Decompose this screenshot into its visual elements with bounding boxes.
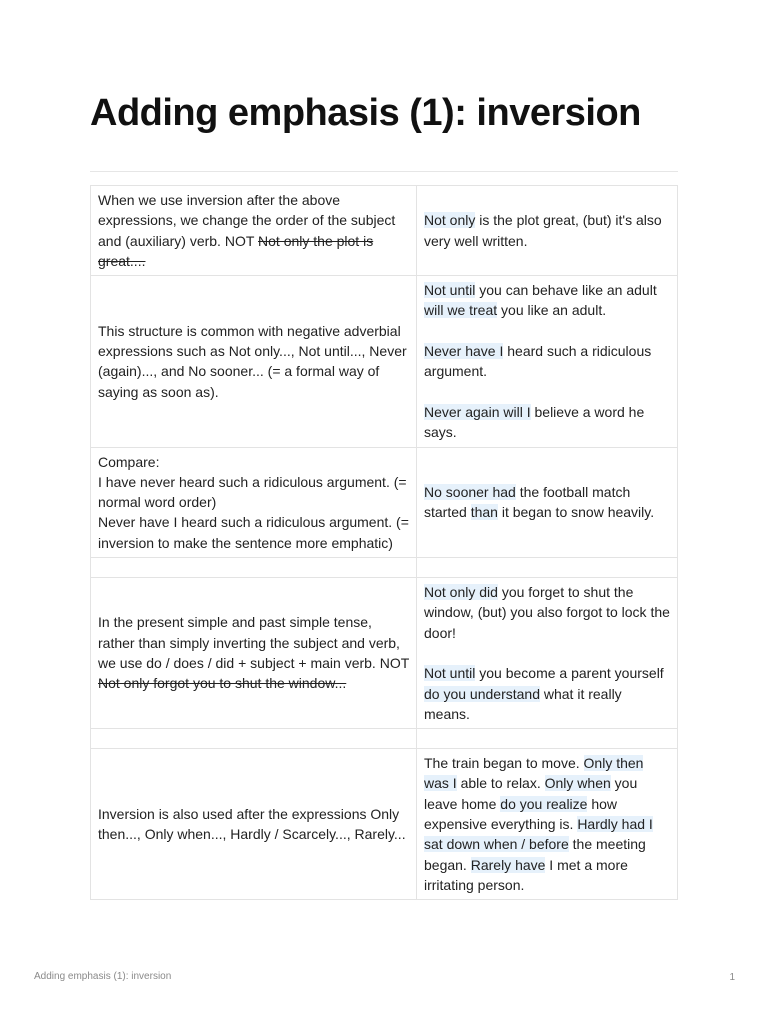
highlighted-text: Rarely have — [470, 856, 546, 873]
highlighted-text: Only when — [544, 775, 611, 792]
example-paragraph — [424, 210, 670, 251]
text-segment: I met a more irritating person. — [424, 856, 628, 893]
example-cell — [417, 447, 678, 557]
text-segment: you forget to shut the window, (but) you also forgot to lock the door! — [424, 584, 670, 641]
strikethrough-text: Not only the plot is great.... — [98, 232, 374, 269]
table-row — [91, 186, 678, 276]
explanation-cell — [91, 729, 417, 749]
text-segment: it began to snow heavily. — [497, 504, 655, 521]
example-cell — [417, 186, 678, 276]
page-number: 1 — [729, 972, 735, 983]
explanation-cell — [91, 558, 417, 578]
text-segment: you become a parent yourself — [475, 665, 664, 682]
explanation-cell — [91, 186, 417, 276]
highlighted-text: Not until — [424, 665, 476, 682]
example-paragraph — [424, 482, 670, 523]
highlighted-text: Never again will I — [424, 403, 531, 420]
grammar-table — [90, 185, 678, 900]
footer-title: Adding emphasis (1): inversion — [34, 971, 172, 982]
table-row — [91, 447, 678, 557]
example-paragraph — [424, 582, 670, 643]
highlighted-text: do you understand — [424, 685, 540, 702]
example-cell — [417, 276, 678, 447]
example-cell — [417, 578, 678, 729]
paragraph-gap — [424, 321, 670, 341]
example-cell — [417, 558, 678, 578]
highlighted-text: do you realize — [500, 795, 588, 812]
example-paragraph — [424, 341, 670, 382]
text-segment: In the present simple and past simple tense, rather than simply inverting the subject and verb, we use do / does / did + subject + main verb. NOT — [98, 614, 410, 672]
text-segment: heard such a ridiculous argument. — [424, 343, 652, 380]
explanation-line: I have never heard such a ridiculous argument. (= normal word order) — [98, 473, 407, 511]
example-cell — [417, 729, 678, 749]
text-segment: The train began to move. — [424, 755, 584, 772]
text-segment: you like an adult. — [497, 302, 607, 319]
table-spacer-row — [91, 558, 678, 578]
highlighted-text: Not only did — [424, 584, 498, 601]
table-spacer-row — [91, 729, 678, 749]
text-segment: the meeting began. — [424, 836, 646, 873]
highlighted-text: No sooner had — [424, 484, 516, 500]
example-paragraph — [424, 753, 670, 895]
highlighted-text: than — [470, 504, 498, 521]
text-segment: the football match started — [424, 484, 631, 521]
example-cell — [417, 749, 678, 900]
text-segment: Inversion is also used after the expressions Only then..., Only when..., Hardly / Scarcely..., Rarely... — [98, 805, 406, 843]
paragraph-gap — [424, 382, 670, 402]
page-title: Adding emphasis (1): inversion — [90, 92, 641, 134]
text-segment: you leave home — [424, 775, 638, 812]
explanation-cell — [91, 578, 417, 729]
highlighted-text: Never have I — [424, 343, 504, 360]
highlighted-text: Hardly had I sat down when / before — [424, 816, 653, 853]
explanation-cell — [91, 447, 417, 557]
title-divider — [90, 171, 678, 172]
text-segment: what it really means. — [424, 685, 622, 722]
explanation-line: Never have I heard such a ridiculous argument. (= inversion to make the sentence more emphatic) — [98, 514, 409, 551]
explanation-line: Compare: — [98, 453, 160, 470]
highlighted-text: will we treat — [424, 302, 498, 319]
highlighted-text: Not until — [424, 282, 476, 299]
text-segment: This structure is common with negative adverbial expressions such as Not only..., Not until..., Never (again)..., and No sooner... (= a formal way of saying as soon as). — [98, 322, 407, 400]
highlighted-text: Not only — [424, 212, 476, 229]
example-paragraph — [424, 402, 670, 443]
example-paragraph — [424, 280, 670, 321]
strikethrough-text: Not only forgot you to shut the window... — [98, 675, 347, 692]
table-row — [91, 276, 678, 447]
text-segment: able to relax. — [456, 775, 545, 792]
paragraph-gap — [424, 643, 670, 663]
text-segment: is the plot great, (but) it's also very well written. — [424, 212, 662, 249]
explanation-cell — [91, 749, 417, 900]
example-paragraph — [424, 663, 670, 724]
explanation-cell — [91, 276, 417, 447]
table-row — [91, 578, 678, 729]
text-segment: how expensive everything is. — [424, 795, 618, 833]
text-segment: you can behave like an adult — [475, 282, 657, 299]
table-row — [91, 749, 678, 900]
highlighted-text: Only then was I — [424, 755, 644, 792]
text-segment: believe a word he says. — [424, 403, 645, 441]
text-segment: When we use inversion after the above expressions, we change the order of the subject and (auxiliary) verb. NOT — [98, 192, 396, 249]
